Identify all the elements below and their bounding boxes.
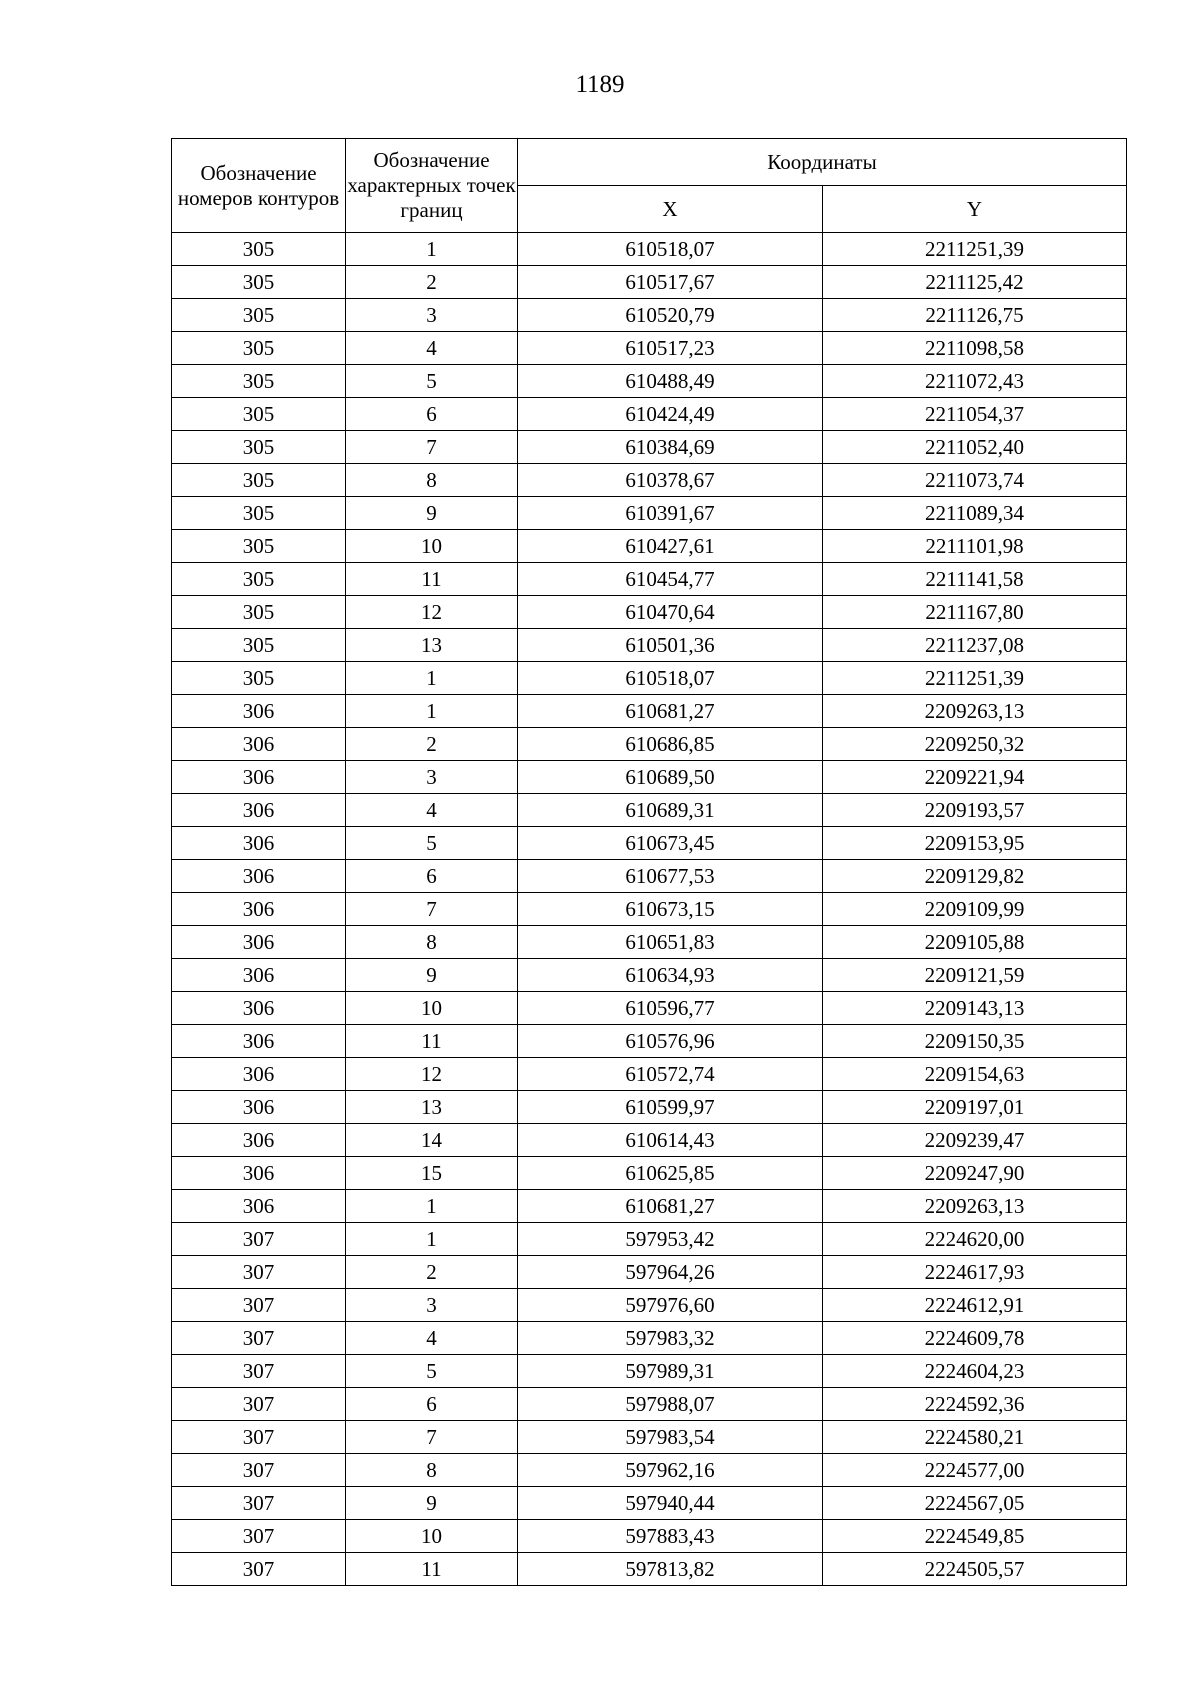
cell-x: 610518,07 xyxy=(518,662,823,695)
table-row xyxy=(172,794,1127,827)
table-row xyxy=(172,563,1127,596)
table-row xyxy=(172,530,1127,563)
cell-point: 10 xyxy=(346,1520,518,1553)
cell-point: 13 xyxy=(346,1091,518,1124)
cell-x: 610572,74 xyxy=(518,1058,823,1091)
cell-point: 3 xyxy=(346,761,518,794)
cell-contour: 307 xyxy=(172,1388,346,1421)
cell-contour: 306 xyxy=(172,695,346,728)
header-contour-number: Обозначение номеров контуров xyxy=(172,139,346,233)
cell-point: 1 xyxy=(346,1190,518,1223)
cell-x: 610424,49 xyxy=(518,398,823,431)
cell-x: 610686,85 xyxy=(518,728,823,761)
cell-point: 10 xyxy=(346,530,518,563)
cell-contour: 306 xyxy=(172,1190,346,1223)
cell-contour: 305 xyxy=(172,233,346,266)
header-x: X xyxy=(518,186,823,233)
cell-point: 2 xyxy=(346,728,518,761)
cell-point: 1 xyxy=(346,233,518,266)
cell-point: 13 xyxy=(346,629,518,662)
cell-x: 610517,67 xyxy=(518,266,823,299)
cell-y: 2209250,32 xyxy=(823,728,1127,761)
cell-y: 2211054,37 xyxy=(823,398,1127,431)
cell-x: 597983,32 xyxy=(518,1322,823,1355)
cell-y: 2224577,00 xyxy=(823,1454,1127,1487)
cell-contour: 306 xyxy=(172,959,346,992)
cell-y: 2224612,91 xyxy=(823,1289,1127,1322)
table-row xyxy=(172,1454,1127,1487)
cell-x: 610651,83 xyxy=(518,926,823,959)
cell-y: 2224620,00 xyxy=(823,1223,1127,1256)
cell-contour: 307 xyxy=(172,1520,346,1553)
table-row xyxy=(172,1124,1127,1157)
cell-contour: 306 xyxy=(172,761,346,794)
table-header xyxy=(172,139,1127,233)
cell-y: 2209197,01 xyxy=(823,1091,1127,1124)
cell-contour: 305 xyxy=(172,431,346,464)
cell-point: 5 xyxy=(346,827,518,860)
cell-y: 2209263,13 xyxy=(823,695,1127,728)
cell-y: 2211073,74 xyxy=(823,464,1127,497)
cell-point: 2 xyxy=(346,1256,518,1289)
table-row xyxy=(172,695,1127,728)
cell-x: 610501,36 xyxy=(518,629,823,662)
cell-x: 610384,69 xyxy=(518,431,823,464)
cell-x: 610681,27 xyxy=(518,1190,823,1223)
cell-x: 610634,93 xyxy=(518,959,823,992)
cell-contour: 306 xyxy=(172,926,346,959)
cell-point: 6 xyxy=(346,1388,518,1421)
cell-x: 597962,16 xyxy=(518,1454,823,1487)
cell-contour: 305 xyxy=(172,596,346,629)
cell-point: 15 xyxy=(346,1157,518,1190)
table-row xyxy=(172,464,1127,497)
table-row xyxy=(172,299,1127,332)
table-row xyxy=(172,1355,1127,1388)
cell-contour: 305 xyxy=(172,266,346,299)
cell-contour: 306 xyxy=(172,1157,346,1190)
cell-y: 2224609,78 xyxy=(823,1322,1127,1355)
cell-contour: 307 xyxy=(172,1454,346,1487)
cell-contour: 307 xyxy=(172,1322,346,1355)
cell-point: 14 xyxy=(346,1124,518,1157)
table-row xyxy=(172,497,1127,530)
cell-y: 2209154,63 xyxy=(823,1058,1127,1091)
cell-y: 2209109,99 xyxy=(823,893,1127,926)
table-row xyxy=(172,1520,1127,1553)
cell-x: 597976,60 xyxy=(518,1289,823,1322)
cell-y: 2209105,88 xyxy=(823,926,1127,959)
cell-x: 610391,67 xyxy=(518,497,823,530)
table-row xyxy=(172,761,1127,794)
cell-y: 2209263,13 xyxy=(823,1190,1127,1223)
page-number: 1189 xyxy=(575,71,625,98)
cell-x: 610454,77 xyxy=(518,563,823,596)
cell-point: 10 xyxy=(346,992,518,1025)
table-row xyxy=(172,1256,1127,1289)
cell-point: 8 xyxy=(346,464,518,497)
table-row xyxy=(172,1091,1127,1124)
cell-contour: 307 xyxy=(172,1355,346,1388)
cell-x: 610518,07 xyxy=(518,233,823,266)
cell-point: 1 xyxy=(346,695,518,728)
cell-point: 7 xyxy=(346,893,518,926)
cell-point: 1 xyxy=(346,1223,518,1256)
cell-y: 2224580,21 xyxy=(823,1421,1127,1454)
cell-x: 610470,64 xyxy=(518,596,823,629)
cell-contour: 305 xyxy=(172,299,346,332)
table-row xyxy=(172,233,1127,266)
cell-y: 2209150,35 xyxy=(823,1025,1127,1058)
table-row xyxy=(172,1322,1127,1355)
cell-x: 597983,54 xyxy=(518,1421,823,1454)
cell-x: 597813,82 xyxy=(518,1553,823,1586)
cell-contour: 306 xyxy=(172,794,346,827)
cell-y: 2211141,58 xyxy=(823,563,1127,596)
table-row xyxy=(172,662,1127,695)
cell-y: 2209129,82 xyxy=(823,860,1127,893)
table-row xyxy=(172,629,1127,662)
cell-x: 610378,67 xyxy=(518,464,823,497)
cell-y: 2209193,57 xyxy=(823,794,1127,827)
cell-point: 9 xyxy=(346,497,518,530)
cell-contour: 307 xyxy=(172,1256,346,1289)
cell-point: 8 xyxy=(346,1454,518,1487)
cell-contour: 307 xyxy=(172,1487,346,1520)
cell-point: 7 xyxy=(346,1421,518,1454)
table-row xyxy=(172,1388,1127,1421)
table-row xyxy=(172,398,1127,431)
table-row xyxy=(172,365,1127,398)
cell-x: 610599,97 xyxy=(518,1091,823,1124)
cell-point: 4 xyxy=(346,794,518,827)
cell-x: 610673,15 xyxy=(518,893,823,926)
cell-contour: 305 xyxy=(172,629,346,662)
cell-x: 610576,96 xyxy=(518,1025,823,1058)
table-body xyxy=(172,233,1127,1586)
table-row xyxy=(172,959,1127,992)
cell-point: 5 xyxy=(346,365,518,398)
cell-contour: 306 xyxy=(172,728,346,761)
table-row xyxy=(172,926,1127,959)
cell-x: 597940,44 xyxy=(518,1487,823,1520)
table-row xyxy=(172,332,1127,365)
cell-y: 2211251,39 xyxy=(823,662,1127,695)
cell-point: 6 xyxy=(346,860,518,893)
cell-contour: 305 xyxy=(172,563,346,596)
cell-point: 5 xyxy=(346,1355,518,1388)
cell-point: 1 xyxy=(346,662,518,695)
cell-point: 4 xyxy=(346,1322,518,1355)
cell-x: 610677,53 xyxy=(518,860,823,893)
table-row xyxy=(172,596,1127,629)
table-row xyxy=(172,1190,1127,1223)
coordinates-table xyxy=(171,138,1127,1586)
header-boundary-point: Обозначение характерных точек границ xyxy=(346,139,518,233)
cell-contour: 306 xyxy=(172,1058,346,1091)
cell-x: 610681,27 xyxy=(518,695,823,728)
cell-y: 2209247,90 xyxy=(823,1157,1127,1190)
cell-y: 2209239,47 xyxy=(823,1124,1127,1157)
cell-point: 9 xyxy=(346,1487,518,1520)
cell-point: 7 xyxy=(346,431,518,464)
table-row xyxy=(172,992,1127,1025)
cell-contour: 305 xyxy=(172,332,346,365)
cell-y: 2224617,93 xyxy=(823,1256,1127,1289)
cell-y: 2209153,95 xyxy=(823,827,1127,860)
table-row xyxy=(172,827,1127,860)
cell-contour: 305 xyxy=(172,662,346,695)
cell-x: 597988,07 xyxy=(518,1388,823,1421)
cell-y: 2211089,34 xyxy=(823,497,1127,530)
cell-x: 597953,42 xyxy=(518,1223,823,1256)
table-row xyxy=(172,728,1127,761)
cell-contour: 305 xyxy=(172,365,346,398)
cell-y: 2209143,13 xyxy=(823,992,1127,1025)
cell-y: 2224567,05 xyxy=(823,1487,1127,1520)
cell-x: 610427,61 xyxy=(518,530,823,563)
cell-x: 610596,77 xyxy=(518,992,823,1025)
cell-point: 2 xyxy=(346,266,518,299)
cell-contour: 306 xyxy=(172,992,346,1025)
cell-y: 2224505,57 xyxy=(823,1553,1127,1586)
cell-point: 11 xyxy=(346,563,518,596)
cell-contour: 306 xyxy=(172,827,346,860)
cell-point: 12 xyxy=(346,596,518,629)
table-row xyxy=(172,431,1127,464)
cell-x: 610614,43 xyxy=(518,1124,823,1157)
table-row xyxy=(172,1421,1127,1454)
table-row xyxy=(172,266,1127,299)
cell-contour: 305 xyxy=(172,464,346,497)
cell-contour: 307 xyxy=(172,1289,346,1322)
table-row xyxy=(172,1058,1127,1091)
cell-y: 2224592,36 xyxy=(823,1388,1127,1421)
cell-y: 2211237,08 xyxy=(823,629,1127,662)
cell-x: 610673,45 xyxy=(518,827,823,860)
cell-x: 597989,31 xyxy=(518,1355,823,1388)
cell-point: 12 xyxy=(346,1058,518,1091)
cell-point: 8 xyxy=(346,926,518,959)
cell-y: 2211072,43 xyxy=(823,365,1127,398)
table-row xyxy=(172,1157,1127,1190)
table-row xyxy=(172,1487,1127,1520)
cell-y: 2211125,42 xyxy=(823,266,1127,299)
cell-contour: 306 xyxy=(172,1025,346,1058)
cell-y: 2224549,85 xyxy=(823,1520,1127,1553)
cell-contour: 306 xyxy=(172,1124,346,1157)
header-coordinates: Координаты xyxy=(518,139,1127,186)
cell-y: 2209121,59 xyxy=(823,959,1127,992)
cell-point: 4 xyxy=(346,332,518,365)
cell-x: 610488,49 xyxy=(518,365,823,398)
table-row xyxy=(172,1223,1127,1256)
table-row xyxy=(172,1553,1127,1586)
table-row xyxy=(172,860,1127,893)
cell-point: 11 xyxy=(346,1025,518,1058)
cell-contour: 305 xyxy=(172,497,346,530)
cell-x: 597883,43 xyxy=(518,1520,823,1553)
cell-contour: 305 xyxy=(172,530,346,563)
cell-point: 3 xyxy=(346,1289,518,1322)
cell-y: 2211126,75 xyxy=(823,299,1127,332)
cell-x: 610689,31 xyxy=(518,794,823,827)
cell-y: 2211098,58 xyxy=(823,332,1127,365)
cell-contour: 307 xyxy=(172,1553,346,1586)
cell-point: 3 xyxy=(346,299,518,332)
cell-contour: 307 xyxy=(172,1421,346,1454)
cell-point: 9 xyxy=(346,959,518,992)
cell-contour: 306 xyxy=(172,860,346,893)
cell-x: 597964,26 xyxy=(518,1256,823,1289)
cell-contour: 306 xyxy=(172,893,346,926)
cell-y: 2209221,94 xyxy=(823,761,1127,794)
cell-contour: 307 xyxy=(172,1223,346,1256)
cell-contour: 306 xyxy=(172,1091,346,1124)
cell-y: 2211251,39 xyxy=(823,233,1127,266)
cell-y: 2211167,80 xyxy=(823,596,1127,629)
header-y: Y xyxy=(823,186,1127,233)
cell-point: 6 xyxy=(346,398,518,431)
cell-x: 610625,85 xyxy=(518,1157,823,1190)
cell-point: 11 xyxy=(346,1553,518,1586)
cell-x: 610520,79 xyxy=(518,299,823,332)
table-row xyxy=(172,1025,1127,1058)
cell-y: 2224604,23 xyxy=(823,1355,1127,1388)
cell-y: 2211101,98 xyxy=(823,530,1127,563)
table-row xyxy=(172,1289,1127,1322)
cell-y: 2211052,40 xyxy=(823,431,1127,464)
cell-contour: 305 xyxy=(172,398,346,431)
table-row xyxy=(172,893,1127,926)
cell-x: 610689,50 xyxy=(518,761,823,794)
cell-x: 610517,23 xyxy=(518,332,823,365)
